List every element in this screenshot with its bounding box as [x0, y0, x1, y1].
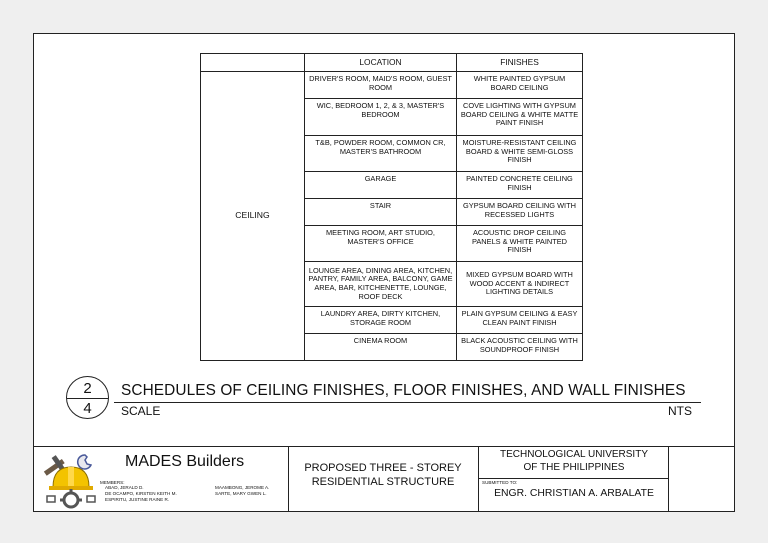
company-name: MADES Builders [125, 453, 245, 470]
total-sheets: 4 [83, 400, 92, 417]
members-label: MEMBERS: [100, 480, 125, 485]
drawing-title: SCHEDULES OF CEILING FINISHES, FLOOR FINISHES, AND WALL FINISHES [121, 382, 686, 399]
sheet-number-bubble [66, 376, 109, 419]
schedule-header-row [201, 54, 583, 72]
finish-cell: BLACK ACOUSTIC CEILING WITH SOUNDPROOF FINISH [457, 334, 583, 361]
project-title [289, 461, 477, 490]
location-cell: CINEMA ROOM [305, 334, 457, 361]
finish-cell: MIXED GYPSUM BOARD WITH WOOD ACCENT & INDIRECT LIGHTING DETAILS [457, 262, 583, 307]
submitted-to-name: ENGR. CHRISTIAN A. ARBALATE [494, 488, 654, 499]
finish-cell: PAINTED CONCRETE CEILING FINISH [457, 172, 583, 199]
title-block [33, 446, 735, 512]
member-name: SARTE, MARY GWEN L. [215, 490, 267, 496]
scale-label: SCALE [121, 404, 161, 418]
location-cell: DRIVER'S ROOM, MAID'S ROOM, GUEST ROOM [305, 72, 457, 99]
university-divider [479, 478, 669, 479]
drawing-title-block [66, 376, 706, 436]
finish-cell: PLAIN GYPSUM CEILING & EASY CLEAN PAINT FINISH [457, 307, 583, 334]
ceiling-finish-schedule [200, 53, 583, 361]
submitted-to-label: SUBMITTED TO: [482, 480, 518, 485]
title-underline [114, 402, 701, 403]
sheet-number: 2 [83, 380, 92, 397]
location-cell: STAIR [305, 199, 457, 226]
member-name: ABAD, JERALD D. [105, 485, 144, 490]
finish-cell: GYPSUM BOARD CEILING WITH RECESSED LIGHTS [457, 199, 583, 226]
member-name: ESPIRITU, JUSTINE RAINE R. [105, 496, 170, 502]
location-cell: WIC, BEDROOM 1, 2, & 3, MASTER'S BEDROOM [305, 99, 457, 136]
location-cell: MEETING ROOM, ART STUDIO, MASTER'S OFFICE [305, 226, 457, 262]
member-name: MAAMBONG, JEROME A. [215, 485, 270, 490]
category-ceiling: CEILING [201, 72, 305, 361]
university-line-1: TECHNOLOGICAL UNIVERSITY [500, 449, 648, 460]
university-name [481, 449, 667, 474]
bubble-divider [67, 398, 108, 399]
header-location: LOCATION [305, 54, 457, 72]
finish-cell: ACOUSTIC DROP CEILING PANELS & WHITE PAINTED FINISH [457, 226, 583, 262]
project-title-line-2: RESIDENTIAL STRUCTURE [311, 476, 455, 489]
member-name: DE OCAMPO, KIRSTEN KEITH M. [105, 490, 177, 496]
finish-cell: MOISTURE-RESISTANT CEILING BOARD & WHITE SEMI-GLOSS FINISH [457, 136, 583, 172]
header-category [201, 54, 305, 72]
location-cell: GARAGE [305, 172, 457, 199]
header-finishes: FINISHES [457, 54, 583, 72]
location-cell: LAUNDRY AREA, DIRTY KITCHEN, STORAGE ROOM [305, 307, 457, 334]
location-cell: T&B, POWDER ROOM, COMMON CR, MASTER'S BATHROOM [305, 136, 457, 172]
project-title-line-1: PROPOSED THREE - STOREY [304, 462, 462, 474]
finish-cell: COVE LIGHTING WITH GYPSUM BOARD CEILING & WHITE MATTE PAINT FINISH [457, 99, 583, 136]
members-list-2 [215, 485, 269, 497]
builder-logo-icon [41, 449, 101, 509]
members-list-1 [105, 485, 177, 503]
university-line-2: OF THE PHILIPPINES [523, 461, 625, 473]
table-row [201, 72, 583, 99]
scale-value: NTS [668, 404, 692, 418]
finish-cell: WHITE PAINTED GYPSUM BOARD CEILING [457, 72, 583, 99]
location-cell: LOUNGE AREA, DINING AREA, KITCHEN, PANTRY, FAMILY AREA, BALCONY, GAME AREA, BAR, KITCHENETTE, LOUNGE, ROOF DECK [305, 262, 457, 307]
